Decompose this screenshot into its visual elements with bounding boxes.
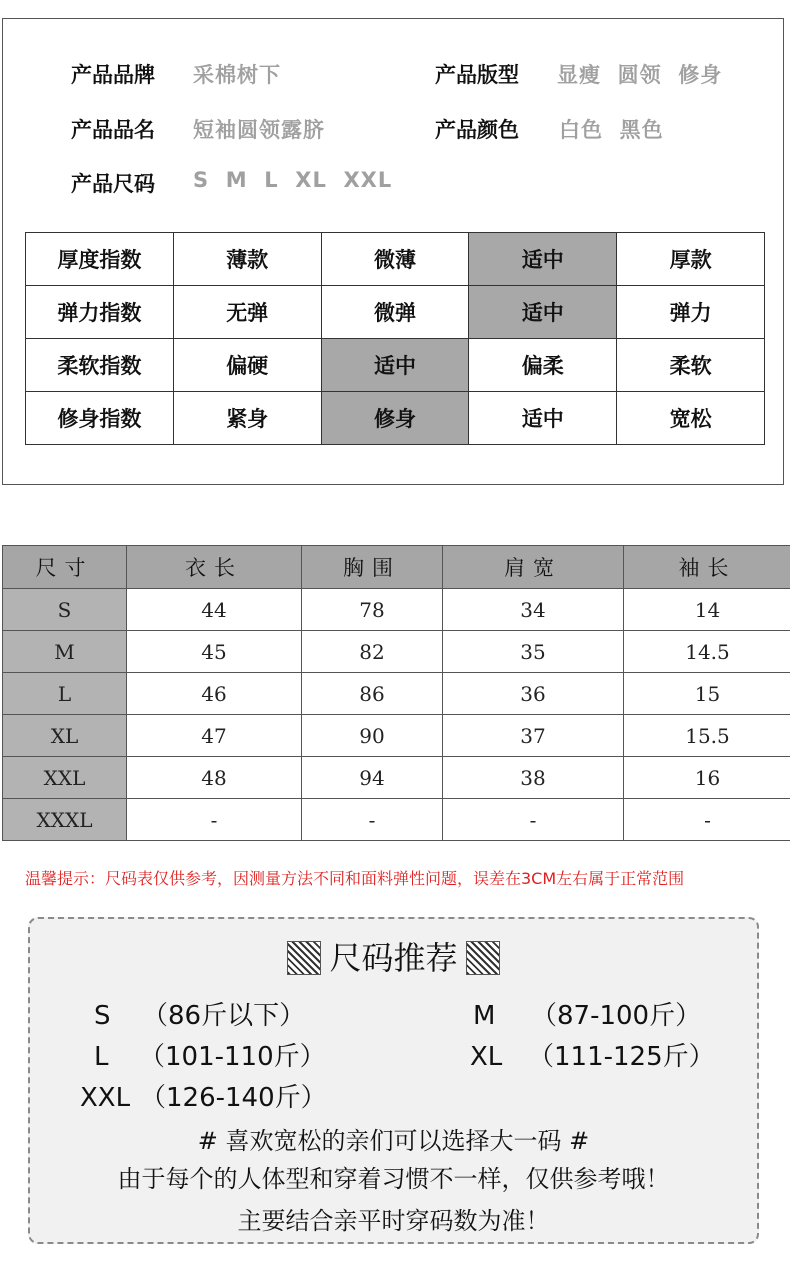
- size-cell: L: [3, 673, 127, 715]
- recommend-tip-3: 主要结合亲平时穿码数为准！: [237, 1207, 550, 1235]
- measurement-cell: 16: [624, 757, 790, 799]
- recommend-tip-2: 由于每个的人体型和穿着习惯不一样，仅供参考哦！: [117, 1165, 670, 1193]
- recommend-range: （101-110斤）: [139, 1042, 326, 1072]
- measurement-note: 温馨提示：尺码表仅供参考，因测量方法不同和面料弹性问题，误差在3CM左右属于正常范围: [25, 869, 685, 888]
- size-cell: M: [3, 631, 127, 673]
- recommend-size: XL: [470, 1042, 503, 1072]
- hatch-decoration-icon: [287, 941, 321, 975]
- index-option: 薄款: [173, 233, 321, 286]
- size-cell: XXL: [3, 757, 127, 799]
- recommend-size: L: [94, 1042, 109, 1072]
- measurement-cell: 15.5: [624, 715, 790, 757]
- hatch-decoration-icon: [466, 941, 500, 975]
- index-row-label: 修身指数: [26, 392, 174, 445]
- index-row: [26, 339, 765, 392]
- recommend-item-m: [473, 995, 701, 1032]
- size-column-header: 衣长: [127, 546, 302, 589]
- index-row-label: 厚度指数: [26, 233, 174, 286]
- measurement-cell: 86: [302, 673, 443, 715]
- measurement-cell: 14.5: [624, 631, 790, 673]
- index-option: 偏柔: [469, 339, 617, 392]
- size-row: [3, 715, 790, 757]
- recommend-size: XXL: [80, 1083, 131, 1113]
- index-option: 柔软: [617, 339, 765, 392]
- index-row: [26, 233, 765, 286]
- recommend-range: （126-140斤）: [140, 1083, 327, 1113]
- measurement-cell: 37: [443, 715, 624, 757]
- color-label: 产品颜色: [435, 118, 519, 142]
- name-label: 产品品名: [71, 118, 155, 142]
- index-row: [26, 392, 765, 445]
- size-row: [3, 631, 790, 673]
- measurement-cell: -: [443, 799, 624, 841]
- measurement-cell: 47: [127, 715, 302, 757]
- index-option: 适中: [321, 339, 469, 392]
- measurement-cell: 94: [302, 757, 443, 799]
- measurement-cell: 14: [624, 589, 790, 631]
- measurement-cell: 15: [624, 673, 790, 715]
- recommend-tip-1: # 喜欢宽松的亲们可以选择大一码 #: [197, 1127, 590, 1155]
- product-info-panel: [2, 18, 784, 485]
- size-row: [3, 589, 790, 631]
- index-row-label: 弹力指数: [26, 286, 174, 339]
- fit-value: 显瘦 圆领 修身: [557, 63, 723, 87]
- size-row: [3, 757, 790, 799]
- size-row: [3, 673, 790, 715]
- measurement-cell: -: [624, 799, 790, 841]
- index-option: 微薄: [321, 233, 469, 286]
- size-column-header: 肩宽: [443, 546, 624, 589]
- size-cell: XXXL: [3, 799, 127, 841]
- index-row: [26, 286, 765, 339]
- size-recommendation-panel: [28, 917, 759, 1244]
- index-option: 厚款: [617, 233, 765, 286]
- recommend-range: （87-100斤）: [531, 1001, 702, 1031]
- name-value: 短袖圆领露脐: [193, 118, 325, 142]
- recommend-item-l: [94, 1036, 326, 1073]
- index-row-label: 柔软指数: [26, 339, 174, 392]
- brand-value: 采棉树下: [193, 63, 281, 87]
- measurement-cell: 44: [127, 589, 302, 631]
- measurement-cell: 36: [443, 673, 624, 715]
- fit-label: 产品版型: [435, 63, 519, 87]
- size-value: S M L XL XXL: [193, 168, 393, 192]
- recommend-item-xxl: [80, 1077, 327, 1114]
- size-cell: S: [3, 589, 127, 631]
- recommendation-title-text: 尺码推荐: [329, 939, 458, 977]
- measurement-cell: -: [302, 799, 443, 841]
- index-option: 修身: [321, 392, 469, 445]
- size-header-row: [3, 546, 790, 589]
- fabric-index-table: [25, 232, 765, 445]
- recommend-size: M: [473, 1001, 496, 1031]
- index-option: 适中: [469, 233, 617, 286]
- recommend-range: （86斤以下）: [142, 1001, 306, 1031]
- index-option: 适中: [469, 286, 617, 339]
- brand-label: 产品品牌: [71, 63, 155, 87]
- recommend-item-s: [94, 995, 305, 1032]
- index-option: 无弹: [173, 286, 321, 339]
- measurement-cell: 48: [127, 757, 302, 799]
- measurement-cell: -: [127, 799, 302, 841]
- measurement-cell: 90: [302, 715, 443, 757]
- recommendation-title: [30, 933, 757, 979]
- size-column-header: 尺寸: [3, 546, 127, 589]
- recommend-range: （111-125斤）: [528, 1042, 715, 1072]
- size-label: 产品尺码: [71, 172, 155, 196]
- size-cell: XL: [3, 715, 127, 757]
- size-chart-table: [2, 545, 790, 841]
- size-column-header: 袖长: [624, 546, 790, 589]
- measurement-cell: 78: [302, 589, 443, 631]
- size-row: [3, 799, 790, 841]
- measurement-cell: 34: [443, 589, 624, 631]
- recommend-size: S: [94, 1001, 111, 1031]
- color-value: 白色 黑色: [559, 118, 664, 142]
- measurement-cell: 38: [443, 757, 624, 799]
- index-option: 偏硬: [173, 339, 321, 392]
- index-option: 宽松: [617, 392, 765, 445]
- index-option: 弹力: [617, 286, 765, 339]
- measurement-cell: 35: [443, 631, 624, 673]
- index-option: 紧身: [173, 392, 321, 445]
- index-option: 微弹: [321, 286, 469, 339]
- size-column-header: 胸围: [302, 546, 443, 589]
- recommend-item-xl: [470, 1036, 715, 1073]
- measurement-cell: 46: [127, 673, 302, 715]
- measurement-cell: 82: [302, 631, 443, 673]
- measurement-cell: 45: [127, 631, 302, 673]
- index-option: 适中: [469, 392, 617, 445]
